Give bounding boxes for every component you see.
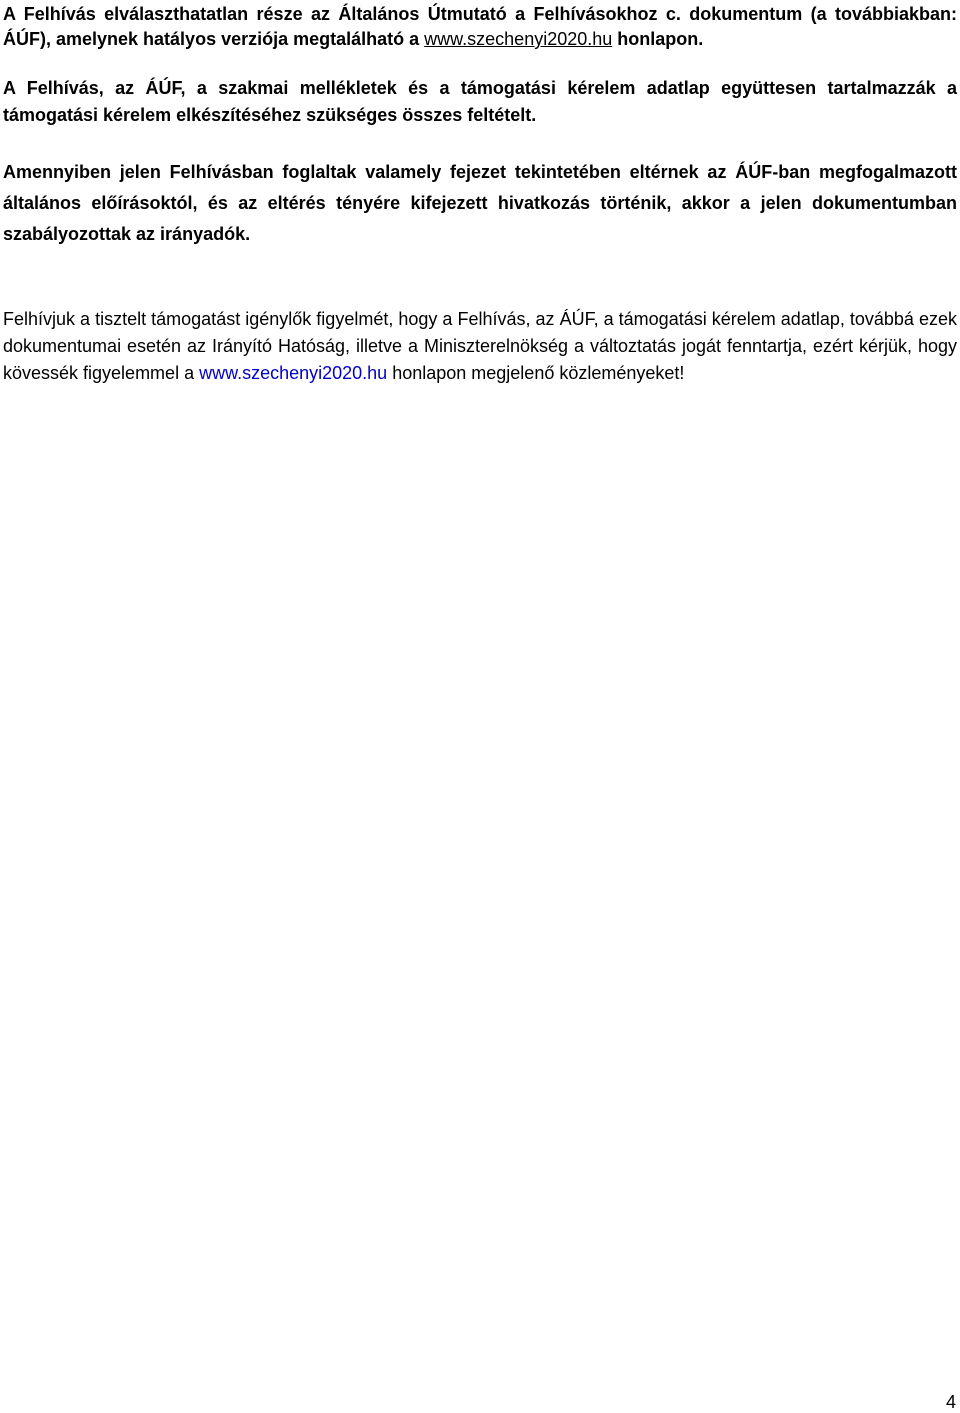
paragraph-auf-reference xyxy=(3,2,957,52)
paragraph-2-text: A Felhívás, az ÁÚF, a szakmai mellékletek és a támogatási kérelem adatlap együttesen tartalmazzák a támogatási kérelem elkészítéséhez szükséges összes feltételt. xyxy=(3,78,957,125)
paragraph-3-text: Amennyiben jelen Felhívásban foglaltak valamely fejezet tekintetében eltérnek az ÁÚF-ban megfogalmazott általános előírásoktól, és az eltérés tényére kifejezett hivatkozás történik, akkor a jelen dokumentumban szabályozottak az irányadók. xyxy=(3,162,957,244)
szechenyi-link-1[interactable]: www.szechenyi2020.hu xyxy=(424,29,613,49)
page-number: 4 xyxy=(945,1392,956,1412)
paragraph-4-text: Felhívjuk a tisztelt támogatást igénylők figyelmét, hogy a Felhívás, az ÁÚF, a támogatási kérelem adatlap, továbbá ezek dokumentumai esetén az Irányító Hatóság, illetve a Miniszterelnökség a változtatás jogát fenntartja, ezért kérjük, hogy kövessék figyelemmel a xyxy=(3,309,957,383)
paragraph-change-notice xyxy=(3,306,957,387)
paragraph-deviation-rule xyxy=(3,157,957,250)
paragraph-4-text-after: honlapon megjelenő közleményeket! xyxy=(387,363,685,383)
szechenyi-link-2[interactable]: www.szechenyi2020.hu xyxy=(199,363,388,383)
paragraph-documents-content xyxy=(3,75,957,129)
paragraph-1-text: A Felhívás elválaszthatatlan része az Általános Útmutató a Felhívásokhoz c. dokumentum (a továbbiakban: ÁÚF), amelynek hatályos verziója megtalálható a xyxy=(3,4,957,49)
paragraph-1-text-after: honlapon. xyxy=(612,29,704,49)
